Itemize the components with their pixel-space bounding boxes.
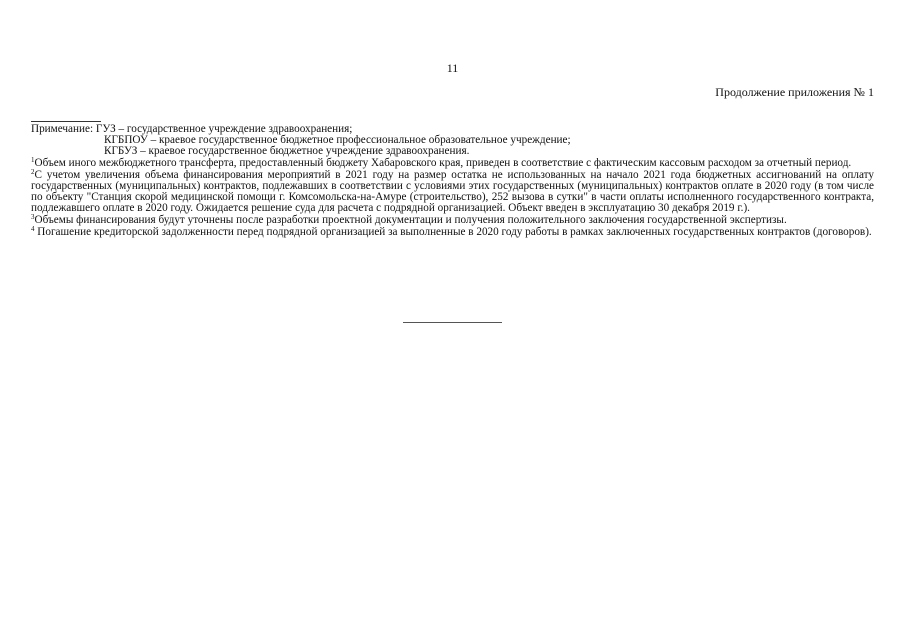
footnote-marker: 4 bbox=[31, 225, 35, 233]
footnote-text: Объем иного межбюджетного трансферта, предоставленный бюджету Хабаровского края, приведен в соответствие с фактическим кассовым расходом за отчетный период. bbox=[34, 157, 852, 169]
footnote-text: Объемы финансирования будут уточнены после разработки проектной документации и получения положительного заключения государственной экспертизы. bbox=[34, 214, 787, 226]
note-text: ГУЗ – государственное учреждение здравоохранения; bbox=[95, 123, 353, 135]
note-label: Примечание: bbox=[31, 123, 94, 135]
footnote-text: Погашение кредиторской задолженности перед подрядной организацией за выполненные в 2020 году работы в рамках заключенных государственных контрактов (договоров). bbox=[34, 226, 872, 238]
footnote-marker: 1 bbox=[31, 156, 35, 164]
note-line: КГБПОУ – краевое государственное бюджетное профессиональное образовательное учреждение; bbox=[104, 134, 571, 146]
footnote-1 bbox=[31, 158, 874, 169]
footnote-marker: 2 bbox=[31, 168, 35, 176]
footnote-marker: 3 bbox=[31, 213, 35, 221]
footnote-4 bbox=[31, 227, 874, 238]
page-number: 11 bbox=[446, 61, 459, 75]
footnote-2 bbox=[31, 170, 874, 214]
footnote-3 bbox=[31, 215, 874, 226]
footnote-separator-line bbox=[31, 121, 101, 122]
appendix-continuation-label: Продолжение приложения № 1 bbox=[715, 85, 874, 99]
end-separator-line bbox=[403, 322, 502, 323]
footnote-text: С учетом увеличения объема финансирования мероприятий в 2021 году на размер остатка не использованных на начало 2021 года бюджетных ассигнований на оплату государственных (муниципальных) контрактов, подлежавших в соответствии с условиями этих государственных (муниципальных) контрактов оплате в 2020 году (в том числе по объекту "Станция скорой медицинской помощи г. Комсомольска-на-Амуре (строительство), 252 вызова в сутки" в части оплаты исполненного государственного контракта, подлежавшего оплате в 2020 году. Ожидается решение суда для расчета с подрядной организацией. Объект введен в эксплуатацию 30 декабря 2019 г.). bbox=[31, 169, 874, 214]
notes-block bbox=[31, 124, 874, 238]
note-line: КГБУЗ – краевое государственное бюджетное учреждение здравоохранения. bbox=[104, 145, 470, 157]
